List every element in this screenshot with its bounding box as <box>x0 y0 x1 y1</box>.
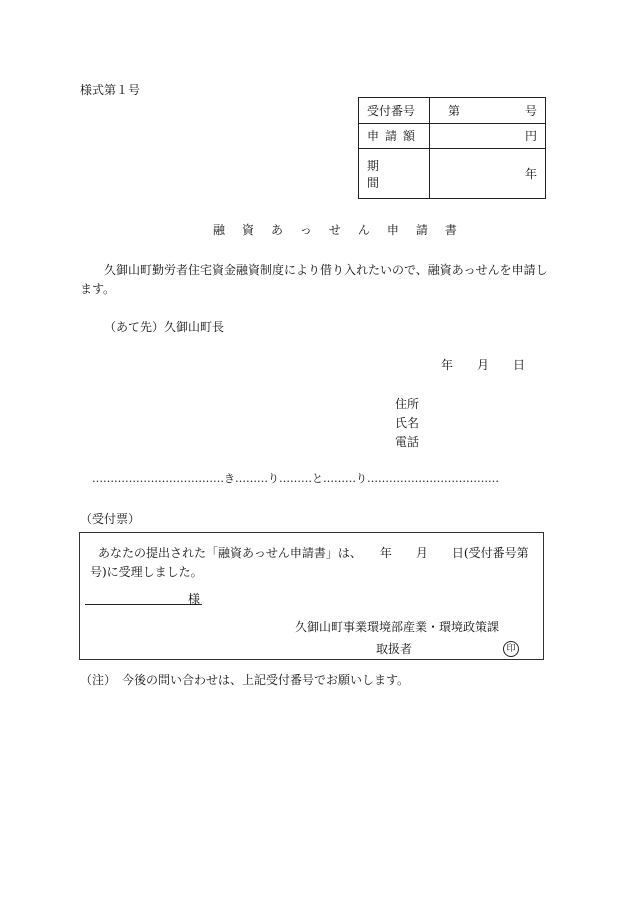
application-amount-suffix: 円 <box>524 129 537 144</box>
reception-table <box>358 97 546 199</box>
reception-number-suffix: 号 <box>524 103 537 118</box>
note: （注） 今後の問い合わせは、上記受付番号でお願いします。 <box>80 673 410 687</box>
reception-row <box>359 123 546 149</box>
reception-number-prefix: 第 <box>448 103 461 118</box>
receipt-box <box>79 532 544 660</box>
reception-number-label: 受付番号 <box>359 98 430 124</box>
department-name: 久御山町事業環境部産業・環境政策課 <box>295 620 500 634</box>
body-paragraph: 久御山町勤労者住宅資金融資制度により借り入れたいので、融資あっせんを申請します。 <box>80 263 548 296</box>
seal-mark: 印 <box>503 641 519 657</box>
period-value <box>430 149 546 199</box>
reception-row <box>359 98 546 124</box>
recipient-name-line <box>85 604 202 605</box>
period-label: 期間 <box>359 149 430 199</box>
form-number: 様式第１号 <box>80 83 141 97</box>
name-label: 氏名 <box>395 416 420 430</box>
period-suffix: 年 <box>524 167 537 182</box>
reception-row <box>359 149 546 199</box>
document-title: 融資あっせん申請書 <box>213 223 474 237</box>
date-line: 年 月 日 <box>441 358 526 372</box>
address-label: 住所 <box>395 397 420 411</box>
cut-line: ………………………………き………り………と………り……………………………… <box>92 472 499 485</box>
receipt-message: あなたの提出された「融資あっせん申請書」は、 年 月 日(受付番号第 号)に受理しました。 <box>90 546 541 579</box>
reception-number-value <box>430 98 546 124</box>
addressee: （あて先）久御山町長 <box>104 320 225 334</box>
application-amount-label: 申請額 <box>359 123 430 149</box>
handler-label: 取扱者 <box>376 642 413 656</box>
phone-label: 電話 <box>395 435 420 449</box>
application-amount-value <box>430 123 546 149</box>
recipient-honorific: 様 <box>188 592 201 606</box>
receipt-heading: （受付票） <box>80 512 141 526</box>
